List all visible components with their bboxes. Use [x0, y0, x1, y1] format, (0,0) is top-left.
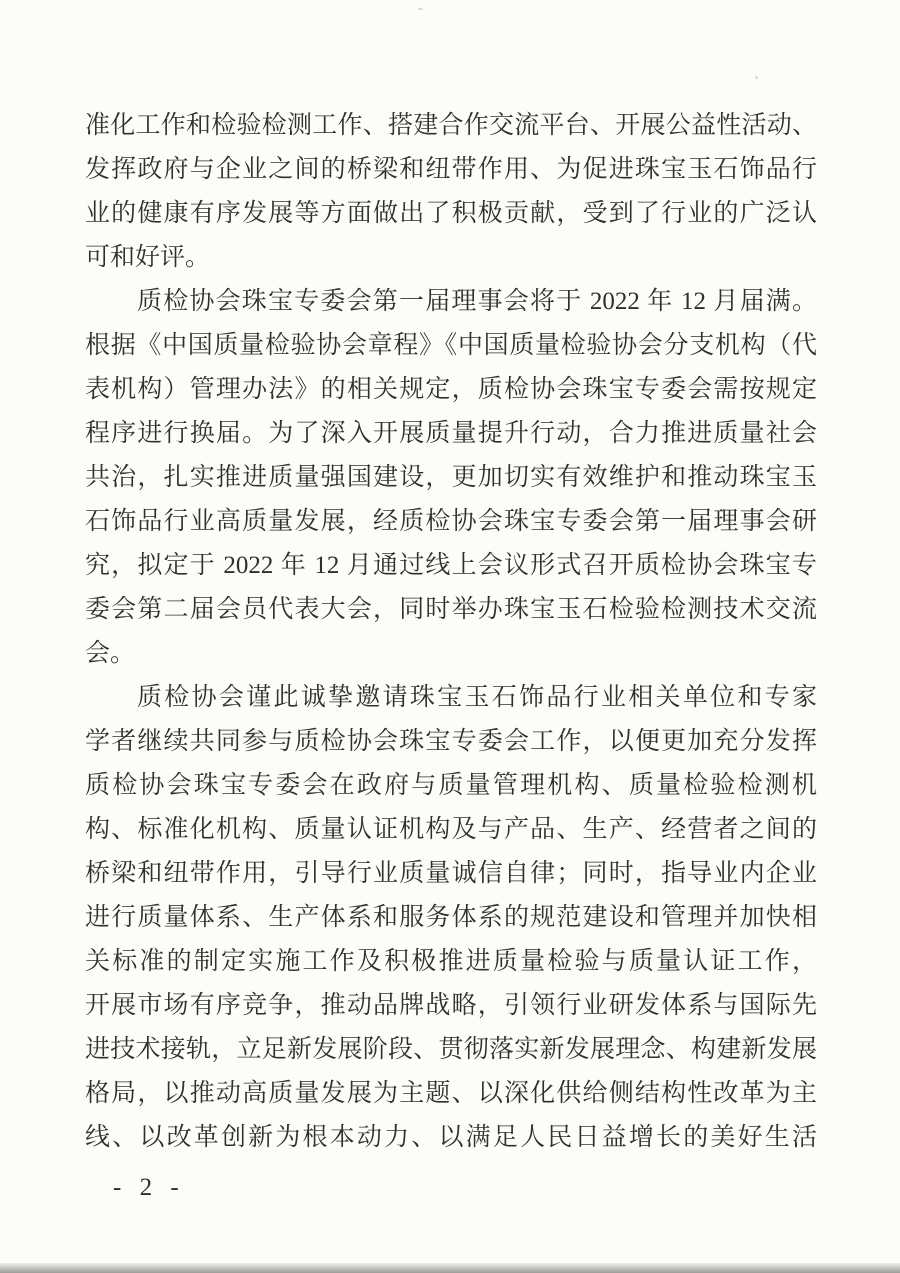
- text-line: 格局，以推动高质量发展为主题、以深化供给侧结构性改革为主: [85, 1080, 817, 1107]
- text-line: 进行质量体系、生产体系和服务体系的规范建设和管理并加快相: [85, 904, 817, 931]
- text-line: 委会第二届会员代表大会，同时举办珠宝玉石检验检测技术交流: [85, 596, 817, 623]
- text-line: 质检协会谨此诚挚邀请珠宝玉石饰品行业相关单位和专家: [137, 684, 817, 711]
- scanner-edge-strip: [0, 1263, 900, 1273]
- text-line: 程序进行换届。为了深入开展质量提升行动，合力推进质量社会: [85, 420, 817, 447]
- text-line: 根据《中国质量检验协会章程》《中国质量检验协会分支机构（代: [85, 332, 817, 359]
- text-line: 业的健康有序发展等方面做出了积极贡献，受到了行业的广泛认: [85, 200, 817, 227]
- text-line: 开展市场有序竞争，推动品牌战略，引领行业研发体系与国际先: [85, 992, 817, 1019]
- text-line: 究，拟定于 2022 年 12 月通过线上会议形式召开质检协会珠宝专: [85, 552, 817, 579]
- text-line: 准化工作和检验检测工作、搭建合作交流平台、开展公益性活动、: [85, 112, 817, 139]
- text-line: 关标准的制定实施工作及积极推进质量检验与质量认证工作，: [85, 948, 817, 975]
- text-line: 会。: [85, 640, 136, 667]
- text-line: 构、标准化机构、质量认证机构及与产品、生产、经营者之间的: [85, 816, 817, 843]
- text-line: 线、以改革创新为根本动力、以满足人民日益增长的美好生活: [85, 1124, 817, 1151]
- text-line: 石饰品行业高质量发展，经质检协会珠宝专委会第一届理事会研: [85, 508, 817, 535]
- text-block: [85, 104, 817, 1160]
- text-line: 表机构）管理办法》的相关规定，质检协会珠宝专委会需按规定: [85, 376, 817, 403]
- scan-speck: [755, 76, 758, 79]
- text-line: 共治，扎实推进质量强国建设，更加切实有效维护和推动珠宝玉: [85, 464, 817, 491]
- text-line: 进技术接轨，立足新发展阶段、贯彻落实新发展理念、构建新发展: [85, 1036, 817, 1063]
- scan-speck: [418, 8, 423, 10]
- text-line: 发挥政府与企业之间的桥梁和纽带作用、为促进珠宝玉石饰品行: [85, 156, 817, 183]
- text-line: 桥梁和纽带作用，引导行业质量诚信自律；同时，指导业内企业: [85, 860, 817, 887]
- text-line: 学者继续共同参与质检协会珠宝专委会工作，以便更加充分发挥: [85, 728, 817, 755]
- text-line: 可和好评。: [85, 244, 211, 271]
- page-number: - 2 -: [113, 1174, 185, 1201]
- text-line: 质检协会珠宝专委会在政府与质量管理机构、质量检验检测机: [85, 772, 817, 799]
- text-line: 质检协会珠宝专委会第一届理事会将于 2022 年 12 月届满。: [137, 288, 817, 315]
